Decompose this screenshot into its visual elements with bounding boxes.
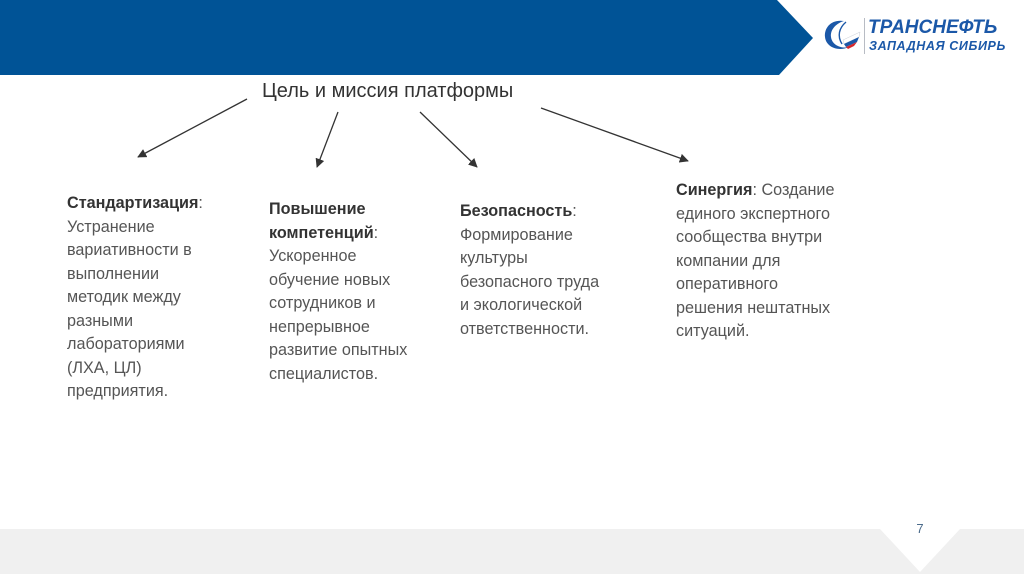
block-line: Формирование (460, 225, 573, 244)
footer-band (0, 529, 1024, 574)
goal-competencies (269, 198, 449, 386)
slide-title: Цель и миссия платформы (262, 80, 514, 102)
logo-subtitle: ЗАПАДНАЯ СИБИРЬ (869, 39, 1006, 53)
block-line: безопасного труда (460, 272, 600, 291)
block-line: сотрудников и (269, 294, 376, 312)
block-line: обучение новых (269, 270, 391, 289)
block-heading: Безопасность (460, 202, 573, 220)
block-line: компании для (676, 251, 781, 270)
block-line: оперативного (676, 275, 778, 293)
arrow-to-standardization (138, 99, 247, 157)
block-heading: Синергия (676, 181, 753, 199)
block-line: культуры (460, 249, 528, 267)
company-logo (822, 14, 1018, 58)
block-line: непрерывное (269, 317, 370, 336)
block-line: решения нештатных (676, 298, 831, 317)
block-heading: компетенций (269, 223, 374, 242)
block-line: и экологической (460, 296, 583, 314)
block-line: лабораториями (67, 335, 185, 353)
block-line: единого экспертного (676, 204, 831, 223)
block-line: Ускоренное (269, 247, 357, 265)
transneft-emblem-icon (822, 18, 862, 52)
block-line: выполнении (67, 264, 160, 283)
block-line: сообщества внутри (676, 228, 823, 246)
block-line: вариативности в (67, 241, 192, 259)
block-line: специалистов. (269, 364, 379, 383)
arrow-to-synergy (541, 108, 688, 161)
logo-title: ТРАНСНЕФТЬ (868, 17, 998, 38)
page-number: 7 (916, 521, 924, 536)
block-separator: : Создание (752, 181, 835, 199)
block-separator: : (572, 202, 577, 220)
block-separator: : (373, 223, 379, 242)
goal-safety (460, 200, 635, 341)
block-heading: Повышение (269, 200, 366, 218)
block-line: разными (67, 311, 133, 330)
arrow-to-safety (420, 112, 477, 167)
goal-standardization (67, 192, 242, 404)
block-line: (ЛХА, ЦЛ) (67, 358, 142, 377)
block-separator: : (198, 194, 203, 212)
block-line: ответственности. (460, 319, 590, 338)
logo-divider (864, 18, 865, 54)
block-line: методик между (67, 288, 181, 306)
block-line: Устранение (67, 217, 155, 236)
goal-synergy (676, 179, 876, 344)
block-line: предприятия. (67, 382, 169, 400)
block-line: развитие опытных (269, 341, 408, 359)
block-line: ситуаций. (676, 322, 750, 340)
arrow-to-competencies (317, 112, 338, 167)
block-heading: Стандартизация (67, 194, 199, 212)
